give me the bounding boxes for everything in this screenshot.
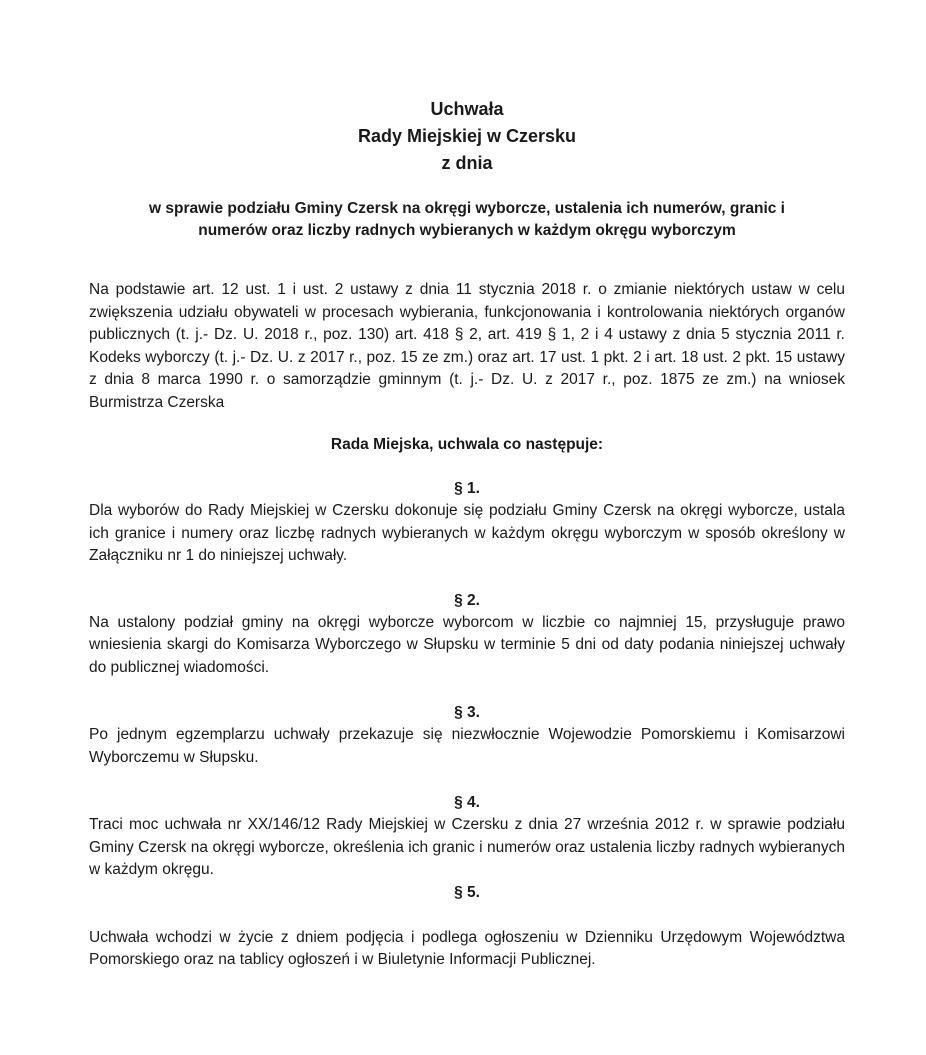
section-text: Na ustalony podział gminy na okręgi wyborcze wyborcom w liczbie co najmniej 15, przysługuje prawo wniesienia skargi do Komisarza Wyborczego w Słupsku w terminie 5 dni od daty podania niniejszej uchwały do publicznej wiadomości.: [89, 613, 845, 676]
section-sign: § 5.: [454, 883, 480, 901]
section-text: Po jednym egzemplarzu uchwały przekazuje się niezwłocznie Wojewodzie Pomorskiemu i Komisarzowi Wyborczemu w Słupsku.: [89, 726, 845, 766]
document-page: [89, 96, 845, 972]
section-text: Dla wyborów do Rady Miejskiej w Czersku dokonuje się podziału Gminy Czersk na okręgi wyborcze, ustala ich granice i numery oraz liczbę radnych wybieranych w każdym okręgu wyborczym w sposób określony w Załączniku nr 1 do niniejszej uchwały.: [89, 502, 845, 564]
section-5: [89, 882, 845, 972]
section-sign: § 2.: [454, 591, 480, 609]
document-subject: w sprawie podziału Gminy Czersk na okręgi wyborcze, ustalenia ich numerów, granic i numerów oraz liczby radnych wybieranych w każdym okręgu wyborczym: [149, 200, 785, 239]
section-2: [89, 590, 845, 680]
document-title: [89, 96, 845, 177]
section-sign: § 4.: [454, 794, 480, 811]
title-line-resolution: Uchwała: [430, 99, 504, 119]
title-line-date: z dnia: [441, 153, 493, 173]
legal-basis-preamble: Na podstawie art. 12 ust. 1 i ust. 2 ustawy z dnia 11 stycznia 2018 r. o zmianie niektórych ustaw w celu zwiększenia udziału obywateli w procesach wybierania, funkcjonowania i kontrolowania niektórych organów publicznych (t. j.- Dz. U. 2018 r., poz. 130) art. 418 § 2, art. 419 § 1, 2 i 4 ustawy z dnia 5 stycznia 2011 r. Kodeks wyborczy (t. j.- Dz. U. z 2017 r., poz. 15 ze zm.) oraz art. 17 ust. 1 pkt. 2 i art. 18 ust. 2 pkt. 15 ustawy z dnia 8 marca 1990 r. o samorządzie gminnym (t. j.- Dz. U. z 2017 r., poz. 1875 ze zm.) na wniosek Burmistrza Czerska: [89, 281, 845, 411]
section-sign: § 3.: [454, 704, 480, 721]
section-text: Uchwała wchodzi w życie z dniem podjęcia i podlega ogłoszeniu w Dzienniku Urzędowym Województwa Pomorskiego oraz na tablicy ogłoszeń i w Biuletynie Informacji Publicznej.: [89, 928, 845, 968]
section-sign: § 1.: [454, 480, 480, 497]
title-line-council: Rady Miejskiej w Czersku: [357, 126, 577, 146]
section-3: [89, 702, 845, 769]
section-text: Traci moc uchwała nr XX/146/12 Rady Miejskiej w Czersku z dnia 27 września 2012 r. w sprawie podziału Gminy Czersk na okręgi wyborcze, określenia ich granic i numerów oraz ustalenia liczby radnych wybieranych w każdym okręgu.: [89, 816, 845, 878]
section-4: [89, 792, 845, 882]
section-1: [89, 478, 845, 568]
resolution-intro: Rada Miejska, uchwala co następuje:: [330, 436, 604, 453]
